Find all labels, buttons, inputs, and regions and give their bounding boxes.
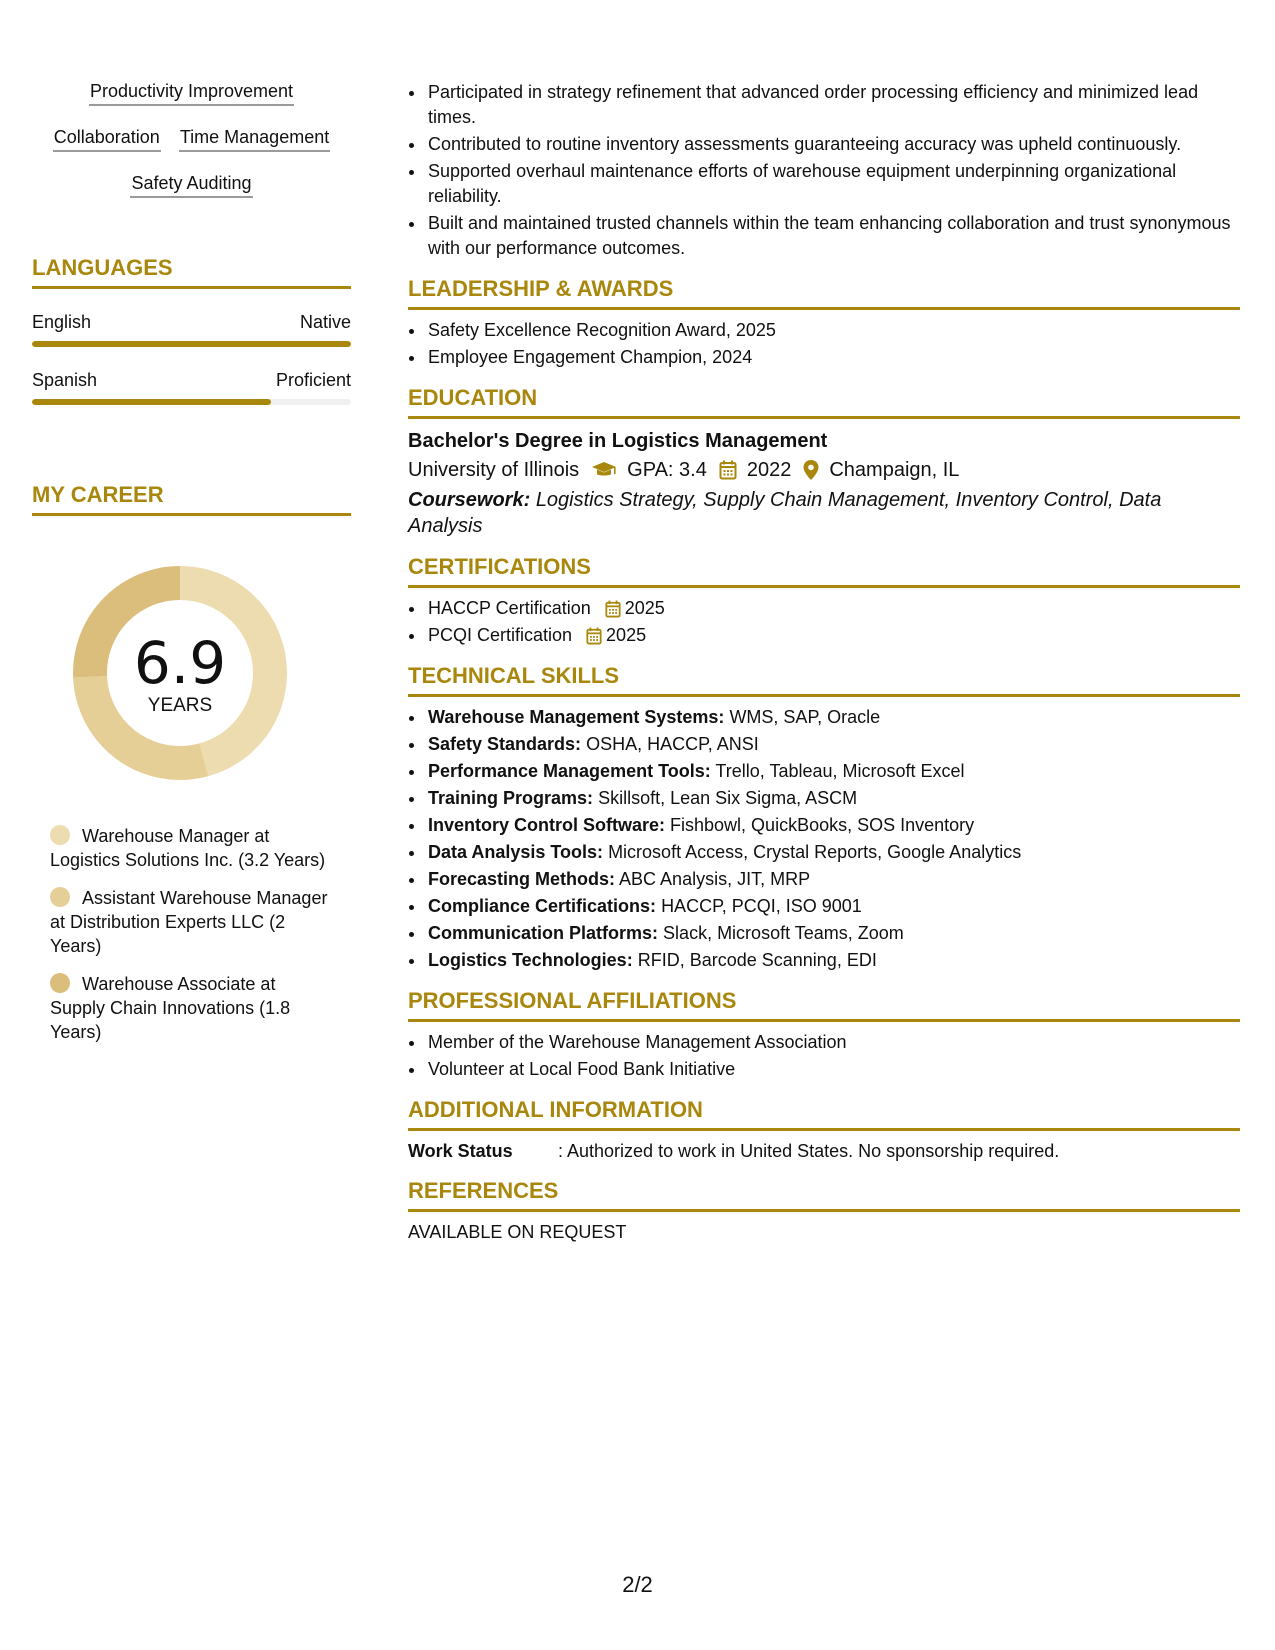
- calendar-icon: [719, 460, 737, 480]
- certification-name: • HACCP Certification: [428, 598, 591, 618]
- page-number: 2/2: [622, 1572, 653, 1597]
- skill-label: Compliance Certifications:: [428, 896, 657, 916]
- language-bar: [32, 399, 351, 405]
- affiliations-section: [408, 987, 1240, 1082]
- experience-bullet: • Contributed to routine inventory assessments guaranteeing accuracy was upheld continuously.: [426, 132, 1240, 157]
- skill-value: Slack, Microsoft Teams, Zoom: [663, 923, 904, 943]
- certifications-title: CERTIFICATIONS: [408, 553, 1240, 588]
- certification-year: 2025: [624, 598, 665, 618]
- technical-skill-item: [426, 894, 1240, 919]
- work-status-value: : Authorized to work in United States. No sponsorship required.: [558, 1141, 1060, 1161]
- skill-tag: Time Management: [179, 126, 330, 152]
- education-year: 2022: [746, 459, 792, 481]
- career-total: 6.9: [133, 629, 227, 697]
- experience-bullet: • Built and maintained trusted channels within the team enhancing collaboration and trust synonymous with our performance outcomes.: [426, 211, 1240, 261]
- certification-year: 2025: [606, 625, 647, 645]
- skill-label: Data Analysis Tools:: [428, 842, 604, 862]
- affiliation-item: • Volunteer at Local Food Bank Initiative: [426, 1057, 1240, 1082]
- award-item: • Employee Engagement Champion, 2024: [426, 345, 1240, 370]
- legend-item: [50, 886, 330, 958]
- legend-dot-icon: [50, 887, 70, 907]
- certification-name: • PCQI Certification: [428, 625, 573, 645]
- career-section: [32, 481, 351, 1044]
- skill-value: OSHA, HACCP, ANSI: [586, 734, 759, 754]
- location-pin-icon: [803, 460, 819, 480]
- technical-skill-item: [426, 732, 1240, 757]
- language-bar-fill: [32, 399, 271, 405]
- skill-value: Microsoft Access, Crystal Reports, Google Analytics: [608, 842, 1022, 862]
- coursework-label: Coursework:: [408, 489, 531, 511]
- language-name: English: [32, 312, 92, 332]
- graduation-cap-icon: [591, 461, 617, 479]
- language-level: Proficient: [275, 370, 351, 390]
- career-title: MY CAREER: [32, 481, 351, 516]
- additional-info-title: ADDITIONAL INFORMATION: [408, 1096, 1240, 1131]
- education-location: Champaign, IL: [829, 459, 960, 481]
- languages-title: LANGUAGES: [32, 254, 351, 289]
- affiliation-item: • Member of the Warehouse Management Association: [426, 1030, 1240, 1055]
- affiliations-title: PROFESSIONAL AFFILIATIONS: [408, 987, 1240, 1022]
- skill-tag: Safety Auditing: [130, 172, 252, 198]
- skill-value: HACCP, PCQI, ISO 9001: [661, 896, 862, 916]
- left-column: [32, 80, 351, 1058]
- experience-bullet: • Supported overhaul maintenance efforts of warehouse equipment underpinning organizational reliability.: [426, 159, 1240, 209]
- skill-label: Safety Standards:: [428, 734, 582, 754]
- coursework-list: Logistics Strategy, Supply Chain Management, Inventory Control, Data Analysis: [408, 489, 1162, 537]
- languages-section: [32, 254, 351, 405]
- technical-skills-list: [408, 705, 1240, 973]
- experience-bullet: • Participated in strategy refinement that advanced order processing efficiency and minimized lead times.: [426, 80, 1240, 130]
- calendar-icon: [586, 627, 602, 645]
- career-legend: [50, 824, 330, 1044]
- career-unit: YEARS: [147, 695, 213, 716]
- language-bar-fill: [32, 341, 351, 347]
- skill-value: ABC Analysis, JIT, MRP: [619, 869, 811, 889]
- language-level: Native: [299, 312, 351, 332]
- language-item: [32, 311, 351, 347]
- education-coursework: [408, 487, 1240, 539]
- references-title: REFERENCES: [408, 1177, 1240, 1212]
- language-item: [32, 369, 351, 405]
- skill-label: Logistics Technologies:: [428, 950, 633, 970]
- skill-value: WMS, SAP, Oracle: [729, 707, 881, 727]
- education-meta: [408, 455, 1240, 485]
- skill-label: Performance Management Tools:: [428, 761, 711, 781]
- additional-info-section: [408, 1096, 1240, 1163]
- references-section: [408, 1177, 1240, 1244]
- leadership-title: LEADERSHIP & AWARDS: [408, 275, 1240, 310]
- experience-bullets: [408, 80, 1240, 261]
- technical-skills-section: [408, 662, 1240, 973]
- skill-value: RFID, Barcode Scanning, EDI: [637, 950, 877, 970]
- technical-skills-title: TECHNICAL SKILLS: [408, 662, 1240, 697]
- skill-label: Inventory Control Software:: [428, 815, 666, 835]
- technical-skill-item: [426, 948, 1240, 973]
- skill-value: Skillsoft, Lean Six Sigma, ASCM: [598, 788, 858, 808]
- legend-item: [50, 972, 330, 1044]
- legend-label: Warehouse Manager at Logistics Solutions Inc. (3.2 Years): [50, 826, 326, 870]
- certification-item: [426, 623, 1240, 648]
- legend-item: [50, 824, 330, 872]
- skill-value: Trello, Tableau, Microsoft Excel: [715, 761, 965, 781]
- legend-dot-icon: [50, 973, 70, 993]
- technical-skill-item: [426, 786, 1240, 811]
- education-gpa: GPA: 3.4: [627, 459, 707, 481]
- technical-skill-item: [426, 705, 1240, 730]
- skill-label: Communication Platforms:: [428, 923, 659, 943]
- education-title: EDUCATION: [408, 384, 1240, 419]
- references-text: AVAILABLE ON REQUEST: [408, 1222, 627, 1242]
- work-status-label: Work Status: [408, 1141, 513, 1161]
- leadership-section: [408, 275, 1240, 370]
- education-degree: Bachelor's Degree in Logistics Management: [408, 430, 828, 452]
- technical-skill-item: [426, 759, 1240, 784]
- technical-skill-item: [426, 867, 1240, 892]
- legend-dot-icon: [50, 825, 70, 845]
- skill-tag: Collaboration: [53, 126, 161, 152]
- skills-tags: [32, 80, 351, 198]
- skill-tag: Productivity Improvement: [89, 80, 294, 106]
- education-section: [408, 384, 1240, 539]
- legend-label: Assistant Warehouse Manager at Distribution Experts LLC (2 Years): [50, 888, 328, 956]
- language-bar: [32, 341, 351, 347]
- certification-item: [426, 596, 1240, 621]
- technical-skill-item: [426, 840, 1240, 865]
- skill-value: Fishbowl, QuickBooks, SOS Inventory: [670, 815, 975, 835]
- technical-skill-item: [426, 813, 1240, 838]
- skill-label: Training Programs:: [428, 788, 594, 808]
- skill-label: Forecasting Methods:: [428, 869, 616, 889]
- award-item: • Safety Excellence Recognition Award, 2025: [426, 318, 1240, 343]
- legend-label: Warehouse Associate at Supply Chain Innovations (1.8 Years): [50, 974, 291, 1042]
- right-column: [408, 80, 1240, 1244]
- career-donut-chart: [65, 558, 295, 788]
- language-name: Spanish: [32, 370, 98, 390]
- technical-skill-item: [426, 921, 1240, 946]
- education-school: University of Illinois: [408, 459, 580, 481]
- certifications-section: [408, 553, 1240, 648]
- calendar-icon: [605, 600, 621, 618]
- skill-label: Warehouse Management Systems:: [428, 707, 725, 727]
